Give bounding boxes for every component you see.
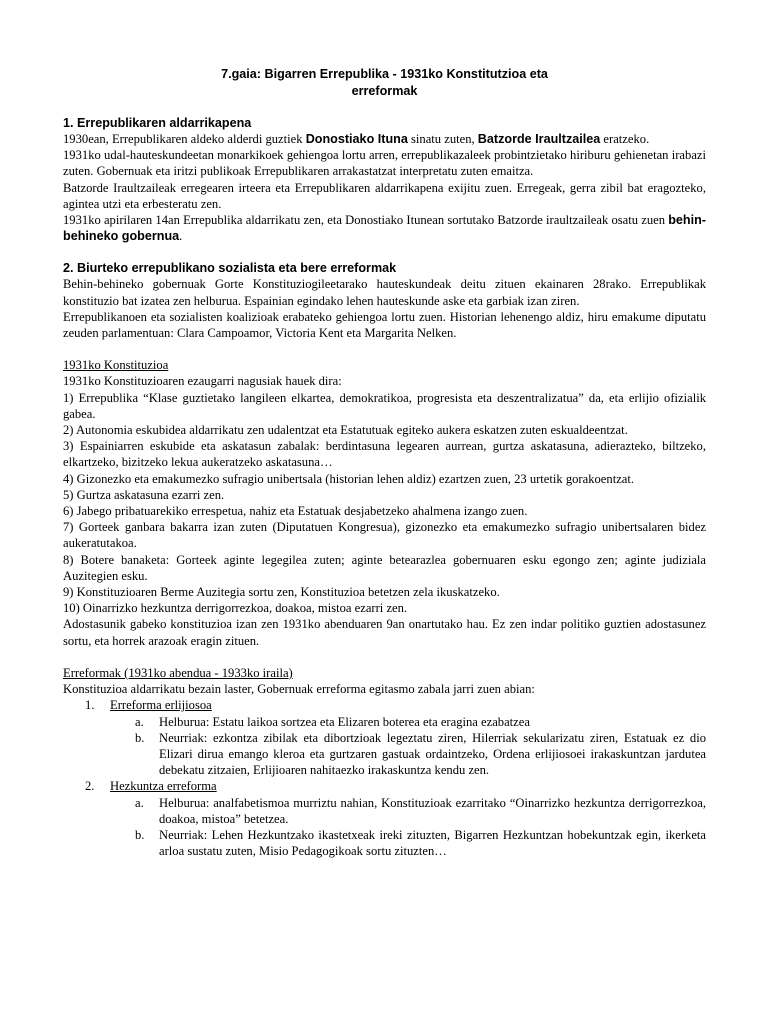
constitution-feature: 1) Errepublika “Klase guztietako langileen elkartea, demokratikoa, progresista eta deszentralizatua” da, eta erlijio ofizialik gabea. [63, 390, 706, 421]
subitem-text: Neurriak: ezkontza zibilak eta dibortzioak legeztatu ziren, Hilerriak sekularizatu ziren, Estatuak ez dio Elizari dirua emango kleroa eta gurtzaren gastuak ordaintzeko, Ordena erlijiosoei irakaskuntzan jardutea debekatu zitzaien, Erlijioaren nahitaezko irakaskuntza kendu zen. [159, 730, 706, 778]
constitution-feature: 2) Autonomia eskubidea aldarrikatu zen udalentzat eta Estatutuak egiteko aukera eskatzen zuten eskualdeentzat. [63, 423, 628, 438]
constitution-features-list [63, 390, 706, 617]
constitution-feature: 3) Espainiarren eskubide eta askatasun zabalak: berdintasuna legearen aurrean, gurtza askatasuna, adierazteko, biltzeko, elkartzeko, bizitzeko lekua aukeratzeko askatasuna… [63, 439, 706, 470]
section-3-heading: 1931ko Konstituzioa [63, 358, 169, 373]
bold-donostiako-ituna: Donostiako Ituna [305, 132, 408, 146]
reform-item [63, 697, 706, 713]
subitem-letter: b. [135, 827, 145, 842]
section-3-intro: 1931ko Konstituzioaren ezaugarri nagusiak hauek dira: [63, 374, 342, 389]
section-3-closing: Adostasunik gabeko konstituzioa izan zen 1931ko abenduaren 9an onartutako hau. Ez zen indar politiko guztien adostasunez sortu, eta horrek arazoak eragin zituen. [63, 617, 706, 648]
constitution-feature: 9) Konstituzioaren Berme Auzitegia sortu zen, Konstituzioa betetzen zela ikuskatzeko. [63, 585, 500, 600]
subitem-text: Neurriak: Lehen Hezkuntzako ikastetxeak ireki zituzten, Bigarren Hezkuntzan hobekuntzak egin, ikerketa arloa sustatu zuten, Misio Pedagogikoak sortu zituzten… [159, 827, 706, 859]
reform-number: 2. [85, 779, 95, 794]
constitution-feature: 10) Oinarrizko hezkuntza derrigorrezkoa, doakoa, mistoa ezarri zen. [63, 601, 408, 616]
subitem-letter: a. [135, 714, 144, 729]
subitem-text: Helburua: analfabetismoa murriztu nahian, Konstituzioak ezarritako “Oinarrizko hezkuntza derrigorrezkoa, doakoa, mistoa” betetzea. [159, 795, 706, 826]
document-page [63, 66, 706, 859]
section-2-paragraph-2: Errepublikanoen eta sozialisten koalizioak erabateko gehiengoa lortu zuen. Historian lehenengo aldiz, hiru emakume diputatu zeuden parlamentuan: Clara Campoamor, Victoria Kent eta Margarita Nelken. [63, 309, 706, 341]
reform-subitem [63, 827, 706, 859]
constitution-feature: 7) Gorteek ganbara bakarra izan zuten (Diputatuen Kongresua), gizonezko eta emakumezko sufragio unibertsalaren bidez aukeratutakoa. [63, 520, 706, 551]
section-1-heading: 1. Errepublikaren aldarrikapena [63, 116, 252, 130]
section-2-paragraph-1: Behin-behineko gobernuak Gorte Konstituziogileetarako hauteskundeak deitu zituen ekainaren 28rako. Errepublikak konstituzio bat izatea zen helburua. Espainian egindako lehen hauteskunde aske eta garbiak izan ziren. [63, 277, 706, 308]
bold-batzorde-iraultzailea: Batzorde Iraultzailea [477, 132, 601, 146]
reform-title: Erreforma erlijiosoa [110, 698, 212, 713]
reforms-list [63, 697, 706, 859]
title-line-1: 7.gaia: Bigarren Errepublika - 1931ko Konstitutzioa eta [221, 67, 548, 81]
subitem-letter: b. [135, 730, 145, 745]
section-2-heading: 2. Biurteko errepublikano sozialista eta bere erreformak [63, 261, 397, 276]
subitem-letter: a. [135, 795, 144, 810]
section-4-intro: Konstituzioa aldarrikatu bezain laster, Gobernuak erreforma egitasmo zabala jarri zuen abian: [63, 682, 535, 697]
section-1-paragraph-2: 1931ko udal-hauteskundeetan monarkikoek gehiengoa lortu arren, errepublikazaleek probintzietako hiriburu gehienetan irabazi zuten. Gobernuak eta iritzi publikoak Errepublikaren arrakastatzat interpretatu zuten emaitza. [63, 148, 706, 179]
reform-number: 1. [85, 698, 95, 713]
reform-subitem [63, 795, 706, 827]
reform-subitem [63, 730, 706, 779]
subitem-text: Helburua: Estatu laikoa sortzea eta Elizaren boterea eta eragina ezabatzea [159, 714, 530, 729]
constitution-feature: 6) Jabego pribatuarekiko errespetua, nahiz eta Estatuak desjabetzeko ahalmena izango zuen. [63, 504, 528, 519]
title-line-2: erreformak [351, 83, 418, 98]
bold-behin-behineko-gobernua: behin-behineko gobernua [63, 213, 706, 244]
reform-title: Hezkuntza erreforma [110, 779, 217, 794]
section-1-paragraph-1: 1930ean, Errepublikaren aldeko alderdi guztiek Donostiako Ituna sinatu zuten, Batzorde Iraultzailea eratzeko. [63, 132, 650, 146]
section-4-heading: Erreformak (1931ko abendua - 1933ko iraila) [63, 665, 293, 680]
constitution-feature: 4) Gizonezko eta emakumezko sufragio unibertsala (historian lehen aldiz) ezartzen zuen, 23 urtetik gorakoentzat. [63, 471, 635, 486]
reform-item [63, 778, 706, 794]
section-1-paragraph-3: Batzorde Iraultzaileak erregearen irteera eta Errepublikaren aldarrikapena exijitu zuen. Erregeak, gerra zibil bat eragozteko, agintea utzi eta erbesteratu zen. [63, 180, 706, 211]
constitution-feature: 8) Botere banaketa: Gorteek aginte legegilea zuten; aginte betearazlea gobernuaren esku egongo zen; aginte judiziala Auzitegien esku. [63, 552, 706, 583]
constitution-feature: 5) Gurtza askatasuna ezarri zen. [63, 487, 225, 502]
document-title [63, 66, 706, 99]
reform-subitem [63, 714, 706, 730]
section-1-paragraph-4: 1931ko apirilaren 14an Errepublika aldarrikatu zen, eta Donostiako Itunean sortutako Batzorde iraultzaileak osatu zuen behin-behineko gobernua. [63, 213, 706, 244]
